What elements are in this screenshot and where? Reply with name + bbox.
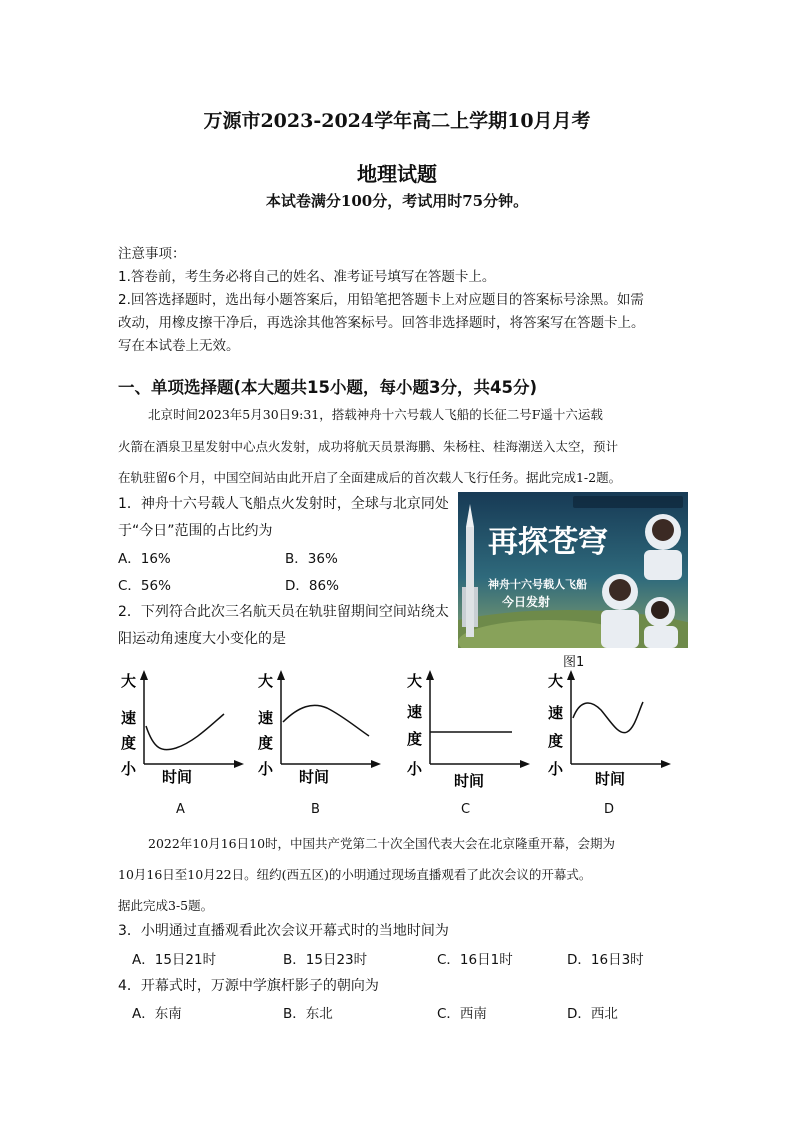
graph-axis-speed: 速 (407, 703, 423, 721)
poster-image (458, 492, 688, 648)
question-4-stem: 4．开幕式时，万源中学旗杆影子的朝向为 (118, 978, 379, 994)
graph-c (404, 666, 544, 796)
graph-axis-top: 大 (407, 672, 423, 690)
graph-axis-top: 大 (258, 672, 274, 690)
graph-axis-top: 大 (548, 672, 564, 690)
graph-axis-bottom: 小 (258, 760, 274, 778)
passage-line: 据此完成3-5题。 (118, 898, 214, 913)
graph-curve (283, 705, 369, 736)
graph-axis-speed: 度 (258, 734, 274, 752)
notice-line: 写在本试卷上无效。 (118, 338, 240, 354)
option-b: B．36% (285, 551, 338, 567)
passage-line: 在轨驻留6个月，中国空间站由此开启了全面建成后的首次载人飞行任务。据此完成1-2题。 (118, 470, 622, 485)
option-a: A．15日21时 (132, 952, 217, 968)
option-b: B．15日23时 (283, 952, 368, 968)
notice-line: 1.答卷前，考生务必将自己的姓名、准考证号填写在答题卡上。 (118, 269, 496, 285)
graph-axis-bottom: 小 (548, 760, 564, 778)
subject-title: 地理试题 (357, 162, 437, 186)
question-1-stem: 1．神舟十六号载人飞船点火发射时，全球与北京同处 (118, 496, 449, 512)
graph-axis-time: 时间 (454, 772, 485, 790)
passage-line: 10月16日至10月22日。纽约(西五区)的小明通过现场直播观看了此次会议的开幕式。 (118, 867, 592, 882)
section-heading: 一、单项选择题(本大题共15小题，每小题3分，共45分) (118, 378, 537, 397)
notice-line: 2.回答选择题时，选出每小题答案后，用铅笔把答题卡上对应题目的答案标号涂黑。如需 (118, 292, 644, 308)
passage-line: 北京时间2023年5月30日9:31，搭载神舟十六号载人飞船的长征二号F遥十六运载 (148, 407, 603, 422)
graph-axis-speed: 度 (548, 732, 564, 750)
option-c: C．西南 (437, 1006, 487, 1022)
figure-caption: 图1 (563, 655, 585, 670)
graph-a (118, 666, 258, 796)
notice-line: 改动，用橡皮擦干净后，再选涂其他答案标号。回答非选择题时，将答案写在答题卡上。 (118, 315, 645, 331)
graph-axis-time: 时间 (299, 768, 330, 786)
graph-axis-speed: 速 (121, 709, 137, 727)
question-1-stem: 于“今日”范围的占比约为 (118, 523, 273, 539)
graph-d (545, 666, 685, 796)
option-d: D．西北 (567, 1006, 618, 1022)
graph-axis-time: 时间 (162, 768, 193, 786)
option-a: A．16% (118, 551, 171, 567)
graph-axis-speed: 度 (121, 734, 137, 752)
figure-1-poster (458, 492, 688, 648)
graph-curve (573, 702, 643, 733)
option-c: C．16日1时 (437, 952, 513, 968)
option-c: C．56% (118, 578, 171, 594)
graph-label-c: C (461, 802, 471, 817)
graph-axis-top: 大 (121, 672, 137, 690)
question-2-stem: 2．下列符合此次三名航天员在轨驻留期间空间站绕太 (118, 604, 449, 620)
poster-title: 再探苍穹 (488, 525, 608, 560)
graph-label-a: A (176, 802, 185, 817)
graph-axis-speed: 度 (407, 730, 423, 748)
passage-line: 火箭在酒泉卫星发射中心点火发射，成功将航天员景海鹏、朱杨柱、桂海潮送入太空，预计 (118, 439, 619, 454)
exam-info: 本试卷满分100分，考试用时75分钟。 (265, 192, 529, 210)
poster-subtitle: 今日发射 (502, 595, 551, 609)
graph-axis-bottom: 小 (121, 760, 137, 778)
option-d: D．16日3时 (567, 952, 644, 968)
graph-axis-speed: 速 (258, 709, 274, 727)
graph-label-d: D (604, 802, 615, 817)
question-3-stem: 3．小明通过直播观看此次会议开幕式时的当地时间为 (118, 923, 449, 939)
graph-axis-bottom: 小 (407, 760, 423, 778)
graph-b (255, 666, 395, 796)
option-b: B．东北 (283, 1006, 333, 1022)
question-2-stem: 阳运动角速度大小变化的是 (118, 631, 286, 647)
graph-curve (146, 714, 224, 750)
graph-label-b: B (311, 802, 320, 817)
graph-axis-time: 时间 (595, 770, 626, 788)
poster-subtitle: 神舟十六号载人飞船 (488, 578, 587, 591)
notice-heading: 注意事项： (118, 246, 186, 262)
option-d: D．86% (285, 578, 339, 594)
exam-title: 万源市2023-2024学年高二上学期10月月考 (203, 110, 591, 132)
option-a: A．东南 (132, 1006, 182, 1022)
graph-axis-speed: 速 (548, 704, 564, 722)
passage-line: 2022年10月16日10时，中国共产党第二十次全国代表大会在北京隆重开幕，会期为 (148, 836, 616, 851)
